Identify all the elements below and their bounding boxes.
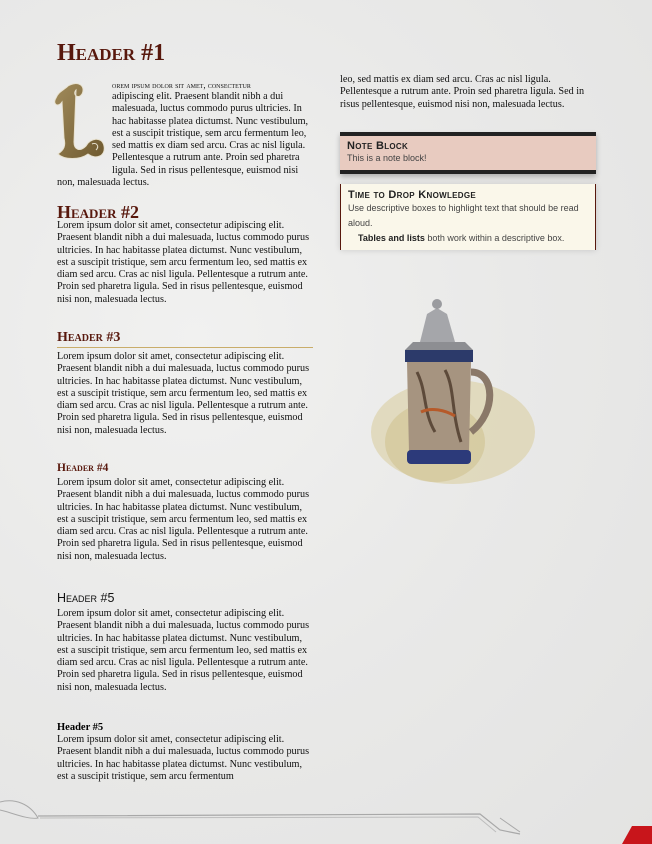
header-6: Header #5 [57,722,104,733]
header-5: Header #5 [57,591,115,605]
paragraph-3: Lorem ipsum dolor sit amet, consectetur adipiscing elit. Praesent blandit nibh a dui malesuada, luctus commodo purus ultricies. In hac habitasse platea dictumst. Nunc vestibulum, est a suscipit tristique, sem arcu fermentum leo, sed mattis ex diam sed arcu. Cras ac nisl ligula. Pellentesque a rutrum ante. Proin sed pharetra ligula. Sed in risus pellentesque, euismod nisi non, malesuada lectus. [57,351,310,436]
intro-text: adipiscing elit. Praesent blandit nibh a dui malesuada, luctus commodo purus ultricies. In hac habitasse platea dictumst. Nunc vestibulum, est a suscipit tristique, sem arcu fermentum leo, sed mattis ex diam sed arcu. Cras ac nisl ligula. Pellentesque a rutrum ante. Proin sed pharetra ligula. Sed in risus pellentesque, euismod nisi non, malesuada lectus. [57,91,309,189]
header-4: Header #4 [57,462,109,474]
descriptive-box-bold: Tables and lists [358,233,425,243]
descriptive-box [340,184,596,250]
dropcap-spacer [57,91,112,177]
header-2: Header #2 [57,202,140,222]
note-block-text: This is a note block! [347,153,427,163]
paragraph-5: Lorem ipsum dolor sit amet, consectetur adipiscing elit. Praesent blandit nibh a dui malesuada, luctus commodo purus ultricies. In hac habitasse platea dictumst. Nunc vestibulum, est a suscipit tristique, sem arcu fermentum leo, sed mattis ex diam sed arcu. Cras ac nisl ligula. Pellentesque a rutrum ante. Proin sed pharetra ligula. Sed in risus pellentesque, euismod nisi non, malesuada lectus. [57,608,310,693]
note-block-title: Note Block [347,140,409,152]
intro-paragraph [57,91,315,189]
header-1: Header #1 [57,40,166,66]
beer-stein-icon [365,292,540,497]
descriptive-box-title: Time to Drop Knowledge [348,189,477,201]
beer-stein-image [365,292,540,497]
header-3: Header #3 [57,330,313,348]
paragraph-6-continued: leo, sed mattis ex diam sed arcu. Cras ac nisl ligula. Pellentesque a rutrum ante. Proin sed pharetra ligula. Sed in risus pellentesque, euismod nisi non, malesuada lectus. [340,74,585,110]
note-block [340,132,596,174]
descriptive-box-note [348,231,588,246]
descriptive-box-rest: both work within a descriptive box. [424,233,565,243]
intro-firstline-text: orem ipsum dolor sit amet, consectetur [112,80,251,90]
footer-ornament [0,790,652,844]
descriptive-box-text: Use descriptive boxes to highlight text that should be read aloud. [348,203,579,228]
paragraph-2: Lorem ipsum dolor sit amet, consectetur adipiscing elit. Praesent blandit nibh a dui malesuada, luctus commodo purus ultricies. In hac habitasse platea dictumst. Nunc vestibulum, est a suscipit tristique, sem arcu fermentum leo, sed mattis ex diam sed arcu. Cras ac nisl ligula. Pellentesque a rutrum ante. Proin sed pharetra ligula. Sed in risus pellentesque, euismod nisi non, malesuada lectus. [57,220,310,305]
paragraph-6: Lorem ipsum dolor sit amet, consectetur adipiscing elit. Praesent blandit nibh a dui malesuada, luctus commodo purus ultricies. In hac habitasse platea dictumst. Nunc vestibulum, est a suscipit tristique, sem arcu fermentum [57,734,310,782]
paragraph-4: Lorem ipsum dolor sit amet, consectetur adipiscing elit. Praesent blandit nibh a dui malesuada, luctus commodo purus ultricies. In hac habitasse platea dictumst. Nunc vestibulum, est a suscipit tristique, sem arcu fermentum leo, sed mattis ex diam sed arcu. Cras ac nisl ligula. Pellentesque a rutrum ante. Proin sed pharetra ligula. Sed in risus pellentesque, euismod nisi non, malesuada lectus. [57,477,310,562]
